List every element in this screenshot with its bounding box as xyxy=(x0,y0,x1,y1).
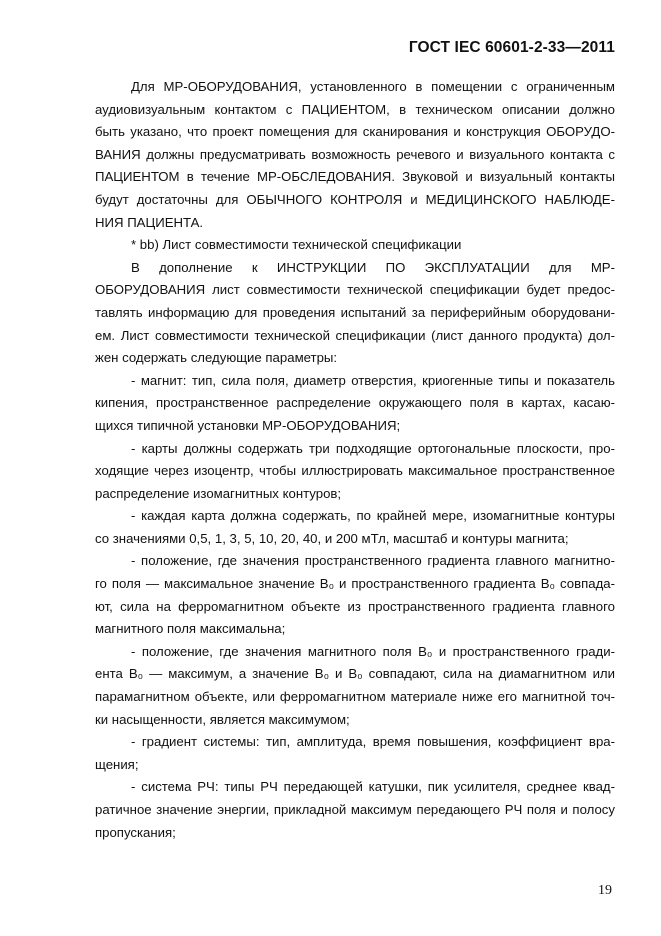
text-line: ходящие через изоцентр, чтобы иллюстрировать максимальное пространственное xyxy=(95,463,615,479)
text-line: щения; xyxy=(95,756,139,772)
text-line: кипения, пространственное распределение окружающего поля в картах, касаю- xyxy=(95,395,615,411)
text-line: ента B₀ — максимум, а значение B₀ и B₀ совпадают, сила на диамагнитном или xyxy=(95,666,615,682)
text-line: го поля — максимальное значение B₀ и пространственного градиента B₀ совпада- xyxy=(95,576,615,592)
text-line: - система РЧ: типы РЧ передающей катушки, пик усилителя, среднее квад- xyxy=(131,779,615,795)
text-line: будут достаточны для ОБЫЧНОГО КОНТРОЛЯ и МЕДИЦИНСКОГО НАБЛЮДЕ- xyxy=(95,191,615,207)
text-line: * bb) Лист совместимости технической спецификации xyxy=(131,237,462,253)
text-line: - положение, где значения магнитного поля B₀ и пространственного гради- xyxy=(131,643,615,659)
text-line: со значениями 0,5, 1, 3, 5, 10, 20, 40, и 200 мТл, масштаб и контуры магнита; xyxy=(95,530,569,546)
text-line: - положение, где значения пространственного градиента главного магнитно- xyxy=(131,553,615,569)
text-line: - магнит: тип, сила поля, диаметр отверстия, криогенные типы и показатель xyxy=(131,372,615,388)
text-line: ратичное значение энергии, прикладной максимум передающего РЧ поля и полосу xyxy=(95,802,615,817)
text-line: - карты должны содержать три подходящие ортогональные плоскости, про- xyxy=(131,440,615,456)
text-line: аудиовизуальным контактом с ПАЦИЕНТОМ, в техническом описании должно xyxy=(95,101,615,117)
text-line: жен содержать следующие параметры: xyxy=(95,350,338,366)
text-line: парамагнитном объекте, или ферромагнитном материале ниже его магнитной точ- xyxy=(95,689,615,705)
text-line: ки насыщенности, является максимумом; xyxy=(95,711,350,727)
text-line: НИЯ ПАЦИЕНТА. xyxy=(95,214,204,230)
text-line: ОБОРУДОВАНИЯ лист совместимости технической спецификации будет предос- xyxy=(95,282,615,298)
text-line: магнитного поля максимальна; xyxy=(95,621,286,637)
text-line: пропускания; xyxy=(95,824,176,840)
page-number: 19 xyxy=(598,883,612,898)
text-line: ВАНИЯ должны предусматривать возможность речевого и визуального контакта с xyxy=(95,146,615,162)
text-line: ем. Лист совместимости технической спецификации (лист данного продукта) дол- xyxy=(95,327,615,343)
text-line: распределение изомагнитных контуров; xyxy=(95,485,342,501)
text-line: ПАЦИЕНТОМ в течение МР-ОБСЛЕДОВАНИЯ. Звуковой и визуальный контакты xyxy=(95,169,615,185)
text-line: щихся типичной установки МР-ОБОРУДОВАНИЯ; xyxy=(95,417,401,433)
text-line: В дополнение к ИНСТРУКЦИИ ПО ЭКСПЛУАТАЦИИ для МР- xyxy=(131,259,615,275)
body-text xyxy=(95,76,615,844)
text-line: тавлять информацию для проведения испытаний за периферийным оборудовани- xyxy=(95,304,615,320)
text-line: ют, сила на ферромагнитном объекте из пространственного градиента главного xyxy=(95,598,615,614)
text-line: Для МР-ОБОРУДОВАНИЯ, установленного в помещении с ограниченным xyxy=(131,79,615,94)
text-line: - градиент системы: тип, амплитуда, время повышения, коэффициент вра- xyxy=(131,734,615,750)
text-line: быть указано, что проект помещения для сканирования и конструкция ОБОРУДО- xyxy=(95,124,615,140)
standard-header: ГОСТ IEC 60601-2-33—2011 xyxy=(408,39,615,56)
text-line: - каждая карта должна содержать, по крайней мере, изомагнитные контуры xyxy=(131,508,615,524)
